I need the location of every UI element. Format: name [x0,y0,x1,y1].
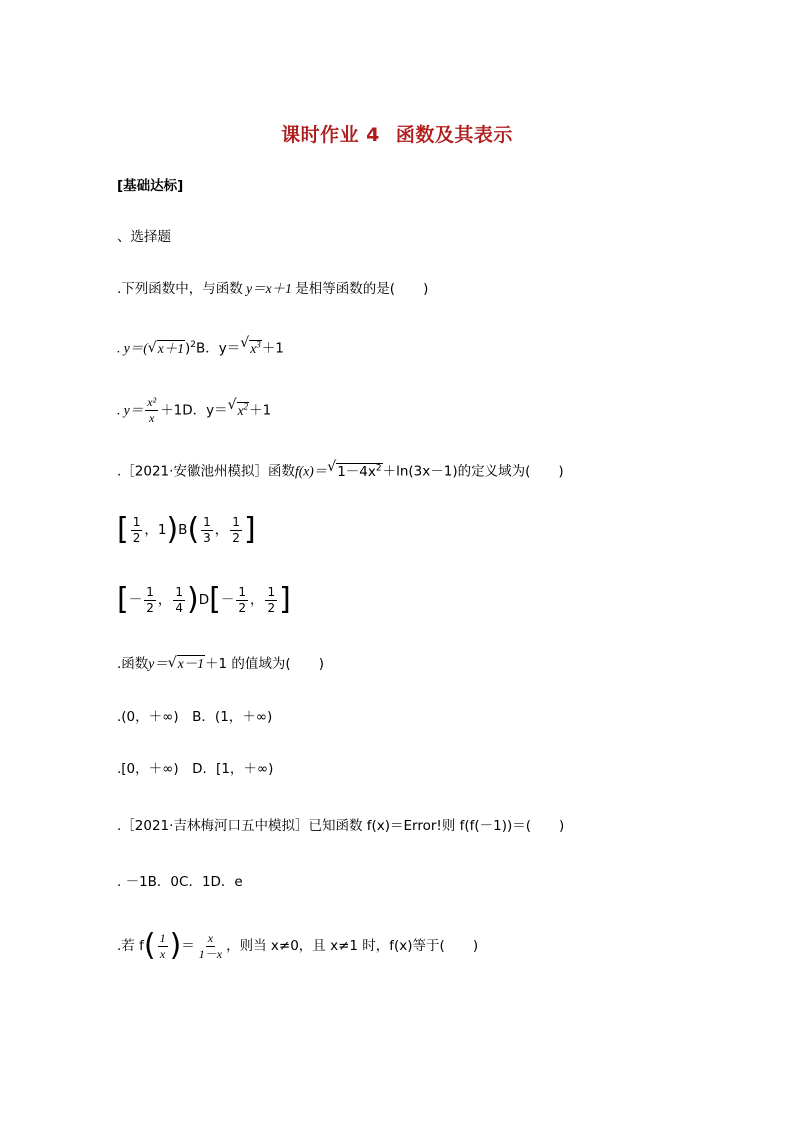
question-3: .函数y＝√ x－1＋1 的值域为( ) [117,654,324,674]
question-1-options-ab: . y＝(√ x＋1)$^2$B．y＝√ $x^3+1$ [117,334,284,359]
fraction: $\frac{1}{2}$ [238,584,246,615]
title-lesson: 课时作业 4 [281,124,380,146]
page-title [0,120,794,150]
fraction: $\frac{x}{1-x}$ [198,930,223,961]
fraction: $\frac{1}{3}$ [203,514,211,545]
sqrt-sign: √ $x^2$ [228,388,250,429]
question-1: .下列函数中，与函数 y＝x＋1 是相等函数的是( ) [117,281,429,297]
fraction: $\frac{1}{4}$ [175,584,183,615]
fraction: $\frac{1}{2}$ [232,514,240,545]
section-heading: [基础达标] [117,178,184,194]
question-4: .［2021·吉林梅河口五中模拟］已知函数 f(x)＝Error!则 f(f(－1))＝( ) [117,818,565,834]
fraction: $\frac{1}{2}$ [267,584,276,615]
fraction: $\frac{1}{x}$ [159,930,166,961]
question-1-options-cd: . y＝ $\frac{\text{x²}}{x}$ ＋1D．y＝√ $x^2+1$ [117,388,271,429]
fraction: $\frac{1}{2}$ [132,514,141,545]
question-4-options: . －1B．0C．1D．e [117,874,243,890]
sqrt-sign: √ x－1 [168,654,205,674]
sqrt-sign: √ $x^3$ [240,334,262,359]
question-3-options-cd: .[0，＋∞) D．[1，＋∞) [117,761,274,777]
question-3-options-ab: .(0，＋∞) B．(1，＋∞) [117,709,273,725]
question-5: .若 f( $\frac{1}{x}$ )＝ $\frac{x}{1-x}$ ，则当 x≠0，且 x≠1 时，f(x)等于( ) [117,928,479,963]
sqrt-sign: √ x＋1 [148,339,185,359]
question-2: .［2021·安徽池州模拟］函数f(x)＝√ $1-4x^2+\ln(3x-1)$的定义域为( ) [117,458,564,482]
fraction: $\frac{1}{2}$ [146,584,154,615]
question-2-options-cd: [－ $\frac{1}{2}$ ， $\frac{1}{4}$ )D[－ $\frac{1}{2}$ ， $\frac{1}{2}$ ] [117,582,291,617]
question-2-options-ab: [ $\frac{1}{2}$ ，1)B( $\frac{1}{3}$ ， $\frac{1}{2}$ ] [117,512,256,547]
sqrt-sign: √ $1-4x^2$ [327,458,382,482]
subsection-heading: 、选择题 [117,229,171,245]
title-topic: 函数及其表示 [395,124,513,146]
fraction: $\frac{\text{x²}}{x}$ [147,395,157,425]
